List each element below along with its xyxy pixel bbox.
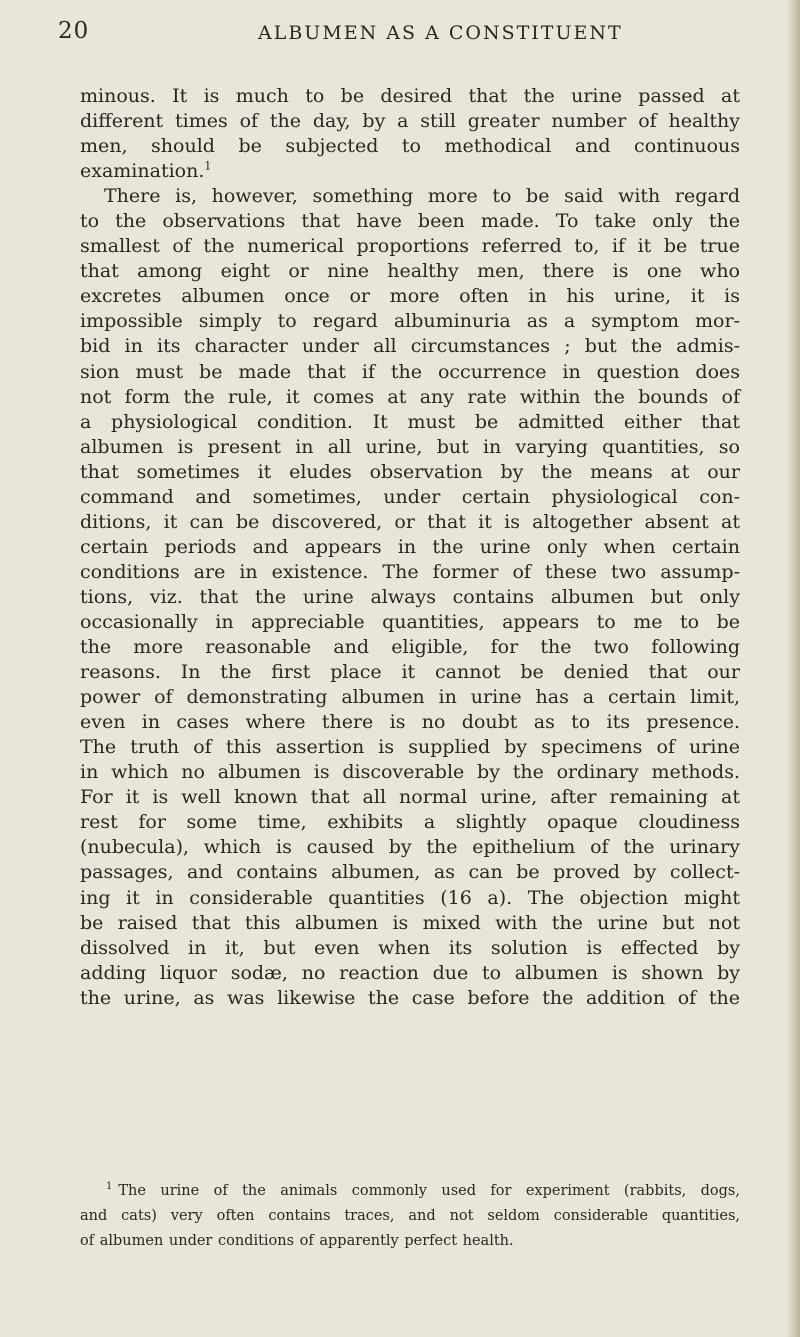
text-line: be raised that this albumen is mixed with the urine but not [80, 911, 740, 934]
page-header [58, 14, 748, 54]
footnote [80, 1182, 740, 1257]
text-line: a physiological condition. It must be admitted either that [80, 410, 740, 433]
page-number: 20 [58, 18, 90, 44]
footnote-line [80, 1182, 740, 1207]
text-line: rest for some time, exhibits a slightly opaque cloudiness [80, 811, 740, 834]
text-line: The truth of this assertion is supplied by specimens of urine [80, 736, 740, 759]
text-line: bid in its character under all circumstances ; but the admis- [80, 335, 740, 358]
text-line: smallest of the numerical proportions referred to, if it be true [80, 235, 740, 258]
footnote-line: and cats) very often contains traces, and not seldom considerable quantities, [80, 1208, 740, 1225]
text-line: minous. It is much to be desired that the urine passed at [80, 85, 740, 107]
text-line: different times of the day, by a still greater number of healthy [80, 110, 740, 133]
text-line: the urine, as was likewise the case before the addition of the [80, 986, 740, 1009]
text-line: adding liquor sodæ, no reaction due to albumen is shown by [80, 961, 740, 984]
text-line: not form the rule, it comes at any rate within the bounds of [80, 385, 740, 408]
body-text [80, 84, 740, 1011]
text-line: in which no albumen is discoverable by the ordinary methods. [80, 761, 740, 784]
text-line: dissolved in it, but even when its solution is effected by [80, 936, 740, 959]
page-edge-shadow [786, 0, 800, 1337]
text-line: For it is well known that all normal urine, after remaining at [80, 786, 740, 809]
text-line: that sometimes it eludes observation by the means at our [80, 460, 740, 483]
text-line-content: examination. [80, 160, 205, 183]
text-line: ing it in considerable quantities (16 a). The objection might [80, 886, 740, 909]
footnote-number: 1 [106, 1181, 113, 1193]
text-line: to the observations that have been made. To take only the [80, 210, 740, 233]
text-line: certain periods and appears in the urine only when certain [80, 535, 740, 558]
text-line: tions, viz. that the urine always contains albumen but only [80, 585, 740, 608]
text-line: passages, and contains albumen, as can be proved by collect- [80, 861, 740, 884]
text-line: men, should be subjected to methodical and continuous [80, 135, 740, 158]
text-line: conditions are in existence. The former of these two assump- [80, 560, 740, 583]
text-line: reasons. In the first place it cannot be denied that our [80, 661, 740, 684]
text-line: occasionally in appreciable quantities, appears to me to be [80, 610, 740, 633]
text-line: impossible simply to regard albuminuria as a symptom mor- [80, 310, 740, 333]
text-line: albumen is present in all urine, but in varying quantities, so [80, 435, 740, 458]
text-line: ditions, it can be discovered, or that it is altogether absent at [80, 510, 740, 533]
footnote-line: of albumen under conditions of apparently perfect health. [80, 1233, 514, 1250]
text-line: even in cases where there is no doubt as to its presence. [80, 711, 740, 734]
text-line: excretes albumen once or more often in his urine, it is [80, 285, 740, 308]
text-line: sion must be made that if the occurrence in question does [80, 360, 740, 383]
running-head: ALBUMEN AS A CONSTITUENT [258, 22, 623, 44]
paragraph-start-line: There is, however, something more to be said with regard [104, 185, 740, 208]
footnote-text: The urine of the animals commonly used for experiment (rabbits, dogs, [118, 1183, 740, 1199]
text-line: power of demonstrating albumen in urine has a certain limit, [80, 686, 740, 709]
text-line: the more reasonable and eligible, for the two following [80, 636, 740, 659]
text-line [80, 159, 740, 184]
footnote-marker: 1 [204, 159, 212, 173]
text-line: command and sometimes, under certain physiological con- [80, 485, 740, 508]
text-line: that among eight or nine healthy men, there is one who [80, 260, 740, 283]
text-line: (nubecula), which is caused by the epithelium of the urinary [80, 836, 740, 859]
